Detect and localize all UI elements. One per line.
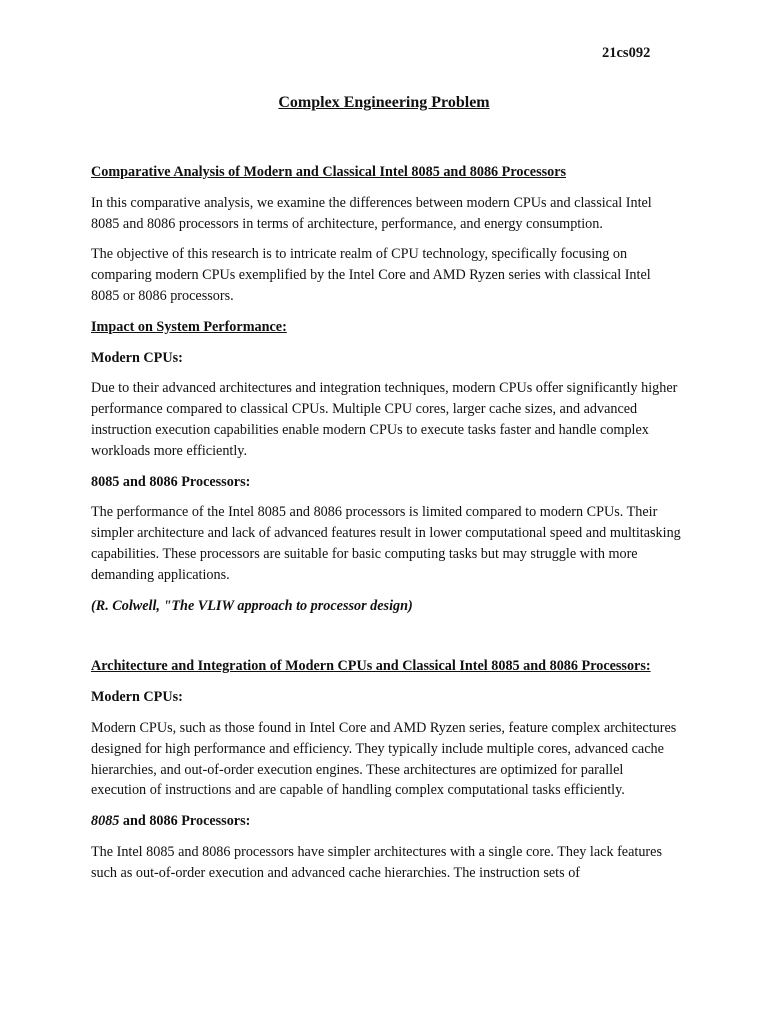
subheading-8085-8086: 8085 and 8086 Processors: xyxy=(91,473,251,490)
section-heading-comparative-analysis: Comparative Analysis of Modern and Classical Intel 8085 and 8086 Processors xyxy=(91,164,567,180)
page-title: Complex Engineering Problem xyxy=(278,94,490,111)
paragraph-classical-architecture: The Intel 8085 and 8086 processors have simpler architectures with a single core. They lack features such as out-of-order execution and advanced cache hierarchies. The instruction sets of xyxy=(91,843,662,881)
roll-number: 21cs092 xyxy=(602,45,651,61)
document-body xyxy=(91,162,681,894)
paragraph-modern-performance: Due to their advanced architectures and integration techniques, modern CPUs offer significantly higher performance compared to classical CPUs. Multiple CPU cores, larger cache sizes, and advanced instruction execution capabilities enable modern CPUs to execute tasks faster and handle complex workloads more efficiently. xyxy=(91,380,678,459)
paragraph-modern-architecture: Modern CPUs, such as those found in Intel Core and AMD Ryzen series, feature complex architectures designed for high performance and efficiency. They typically include multiple cores, advanced cache hierarchies, and out-of-order execution engines. These architectures are optimized for parallel execution of instructions and are capable of handling complex computational tasks efficiently. xyxy=(91,719,677,799)
paragraph-classical-performance: The performance of the Intel 8085 and 8086 processors is limited compared to modern CPUs. Their simpler architecture and lack of advanced features result in lower computational speed and multitasking capabilities. These processors are suitable for basic computing tasks but may struggle with more demanding applications. xyxy=(91,504,681,583)
paragraph-intro: In this comparative analysis, we examine the differences between modern CPUs and classical Intel 8085 and 8086 processors in terms of architecture, performance, and energy consumption. xyxy=(91,194,652,232)
subheading-modern-cpus-architecture: Modern CPUs: xyxy=(91,689,183,706)
section-heading-system-performance: Impact on System Performance: xyxy=(91,318,287,335)
citation: (R. Colwell, "The VLIW approach to processor design) xyxy=(91,597,413,614)
subheading-8085-8086-architecture xyxy=(91,811,681,832)
paragraph-objective: The objective of this research is to intricate realm of CPU technology, specifically focusing on comparing modern CPUs exemplified by the Intel Core and AMD Ryzen series with classical Intel 8085 or 8086 processors. xyxy=(91,246,651,304)
section-heading-architecture: Architecture and Integration of Modern CPUs and Classical Intel 8085 and 8086 Processors: xyxy=(91,658,651,675)
subheading-8085-italic: 8085 xyxy=(91,813,120,830)
subheading-modern-cpus: Modern CPUs: xyxy=(91,349,183,366)
subheading-8086-rest: and 8086 Processors: xyxy=(119,813,251,830)
